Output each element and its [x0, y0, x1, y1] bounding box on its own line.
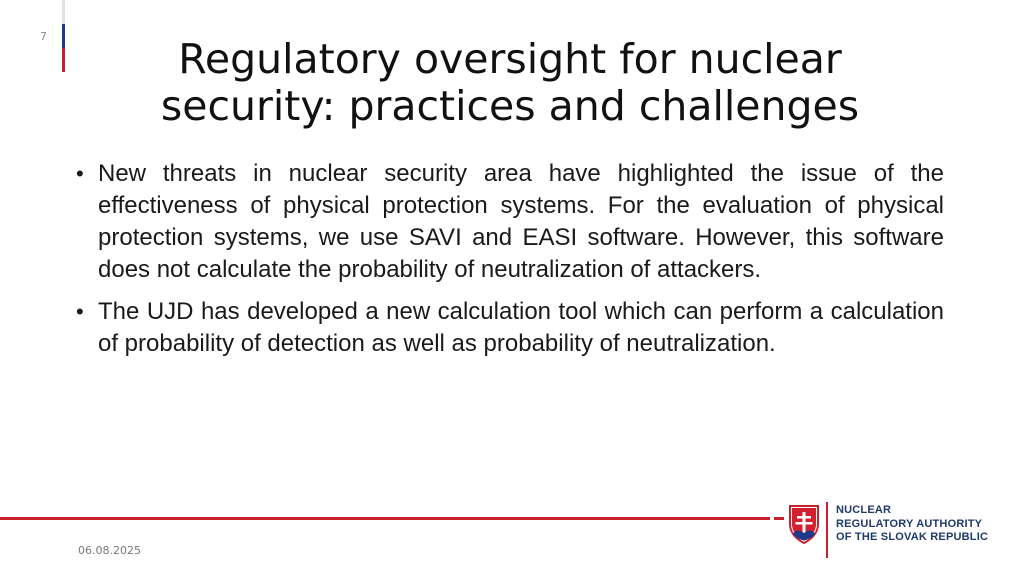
bullet-item: [76, 296, 944, 360]
footer-divider: [0, 517, 770, 520]
slide-title: Regulatory oversight for nuclear security: practices and challenges: [160, 35, 860, 130]
flag-bar: [62, 0, 65, 72]
bullet-list: [76, 158, 944, 370]
org-line: NUCLEAR: [836, 504, 892, 516]
organization-name: [836, 504, 988, 545]
slide-number: 7: [40, 30, 47, 43]
bullet-text: New threats in nuclear security area have highlighted the issue of the effectiveness of physical protection systems. For the evaluation of physical protection systems, we use SAVI and EASI software. However, this software does not calculate the probability of neutralization of attackers.: [98, 160, 944, 283]
bullet-text: The UJD has developed a new calculation tool which can perform a calculation of probability of detection as well as probability of neutralization.: [98, 298, 944, 357]
slide-date: 06.08.2025: [78, 544, 141, 557]
organization-logo: [788, 502, 998, 558]
bullet-item: [76, 158, 944, 286]
footer-divider-segment: [774, 517, 784, 520]
org-line: OF THE SLOVAK REPUBLIC: [836, 531, 989, 543]
bullet-dot: •: [76, 161, 84, 186]
logo-divider: [826, 502, 828, 558]
bullet-dot: •: [76, 299, 84, 324]
org-line: REGULATORY AUTHORITY: [836, 517, 983, 530]
slovak-coat-of-arms-icon: [788, 504, 820, 544]
